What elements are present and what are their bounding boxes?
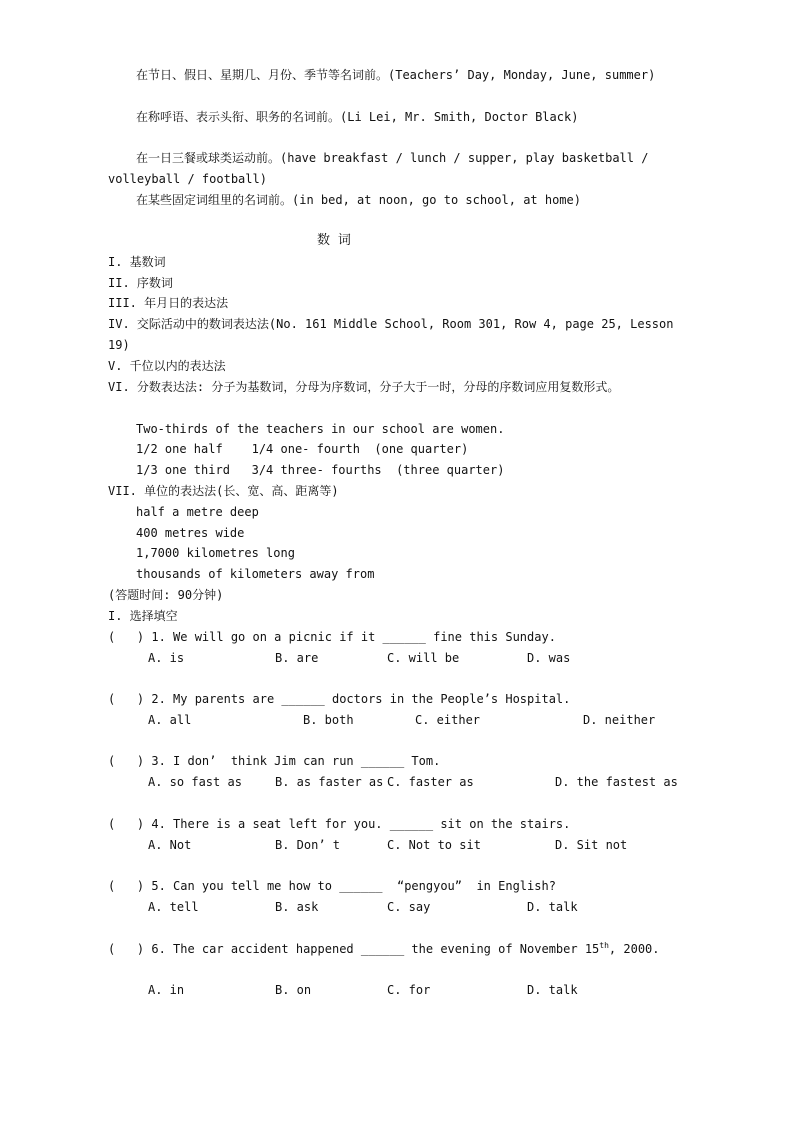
question-4-stem: ( ) 4. There is a seat left for you. ______ sit on the stairs. [108,817,571,831]
question-6-stem-superscript: th [599,941,609,950]
question-3-option-b[interactable]: B. as faster as [275,775,384,789]
heading-units: VII. 单位的表达法(长、宽、高、距离等) [108,484,339,498]
question-1-stem: ( ) 1. We will go on a picnic if it ______ fine this Sunday. [108,630,556,644]
question-6-stem-tail: , 2000. [608,942,660,956]
question-1-option-d[interactable]: D. was [527,651,571,665]
question-5-option-a[interactable]: A. tell [148,900,199,914]
question-2-option-b[interactable]: B. both [303,713,354,727]
question-6-option-c[interactable]: C. for [387,983,431,997]
question-5-option-b[interactable]: B. ask [275,900,319,914]
question-1-option-a[interactable]: A. is [148,651,185,665]
article-rule-meals-line1: 在一日三餐或球类运动前。(have breakfast / lunch / supper, play basketball / [136,151,649,165]
question-4-option-a[interactable]: A. Not [148,838,192,852]
heading-dates: III. 年月日的表达法 [108,296,229,310]
heading-numbers-in-use-line1: IV. 交际活动中的数词表达法(No. 161 Middle School, Room 301, Row 4, page 25, Lesson [108,317,674,331]
question-6-option-a[interactable]: A. in [148,983,185,997]
question-2-option-a[interactable]: A. all [148,713,192,727]
question-2-stem: ( ) 2. My parents are ______ doctors in the People’s Hospital. [108,692,571,706]
heading-numbers-in-use-line2: 19) [108,338,130,352]
question-1-option-b[interactable]: B. are [275,651,319,665]
time-limit: (答题时间: 90分钟) [108,588,224,602]
section-multiple-choice: I. 选择填空 [108,609,178,623]
question-6-stem [108,942,660,956]
article-rule-titles: 在称呼语、表示头衔、职务的名词前。(Li Lei, Mr. Smith, Doctor Black) [136,110,579,124]
question-1-option-c[interactable]: C. will be [387,651,460,665]
fraction-example-1: Two-thirds of the teachers in our school are women. [136,422,505,436]
heading-ordinal: II. 序数词 [108,276,173,290]
heading-fractions: VI. 分数表达法: 分子为基数词，分母为序数词，分子大于一时，分母的序数词应用复数形式。 [108,380,620,394]
article-rule-holidays: 在节日、假日、星期几、月份、季节等名词前。(Teachers’ Day, Monday, June, summer) [136,68,656,82]
unit-example-1: half a metre deep [136,505,259,519]
article-rule-meals-line2: volleyball / football) [108,172,267,186]
question-5-option-d[interactable]: D. talk [527,900,578,914]
heading-cardinal: I. 基数词 [108,255,166,269]
question-4-option-b[interactable]: B. Don’ t [275,838,341,852]
section-title-numerals: 数 词 [317,233,351,248]
question-5-stem: ( ) 5. Can you tell me how to ______ “pengyou” in English? [108,879,556,893]
article-rule-fixed-phrases: 在某些固定词组里的名词前。(in bed, at noon, go to school, at home) [136,193,581,207]
unit-example-3: 1,7000 kilometres long [136,546,295,560]
question-6-option-b[interactable]: B. on [275,983,312,997]
question-6-stem-text: ( ) 6. The car accident happened ______ the evening of November 15 [108,942,600,956]
question-3-option-a[interactable]: A. so fast as [148,775,242,789]
heading-thousands: V. 千位以内的表达法 [108,359,226,373]
question-2-option-d[interactable]: D. neither [583,713,656,727]
question-5-option-c[interactable]: C. say [387,900,431,914]
unit-example-2: 400 metres wide [136,526,245,540]
question-6-option-d[interactable]: D. talk [527,983,578,997]
fraction-example-3: 1/3 one third 3/4 three- fourths (three quarter) [136,463,505,477]
unit-example-4: thousands of kilometers away from [136,567,375,581]
question-4-option-d[interactable]: D. Sit not [555,838,628,852]
question-3-option-d[interactable]: D. the fastest as [555,775,678,789]
question-3-stem: ( ) 3. I don’ think Jim can run ______ Tom. [108,754,441,768]
fraction-example-2: 1/2 one half 1/4 one- fourth (one quarter) [136,442,469,456]
question-4-option-c[interactable]: C. Not to sit [387,838,481,852]
question-3-option-c[interactable]: C. faster as [387,775,474,789]
question-2-option-c[interactable]: C. either [415,713,481,727]
